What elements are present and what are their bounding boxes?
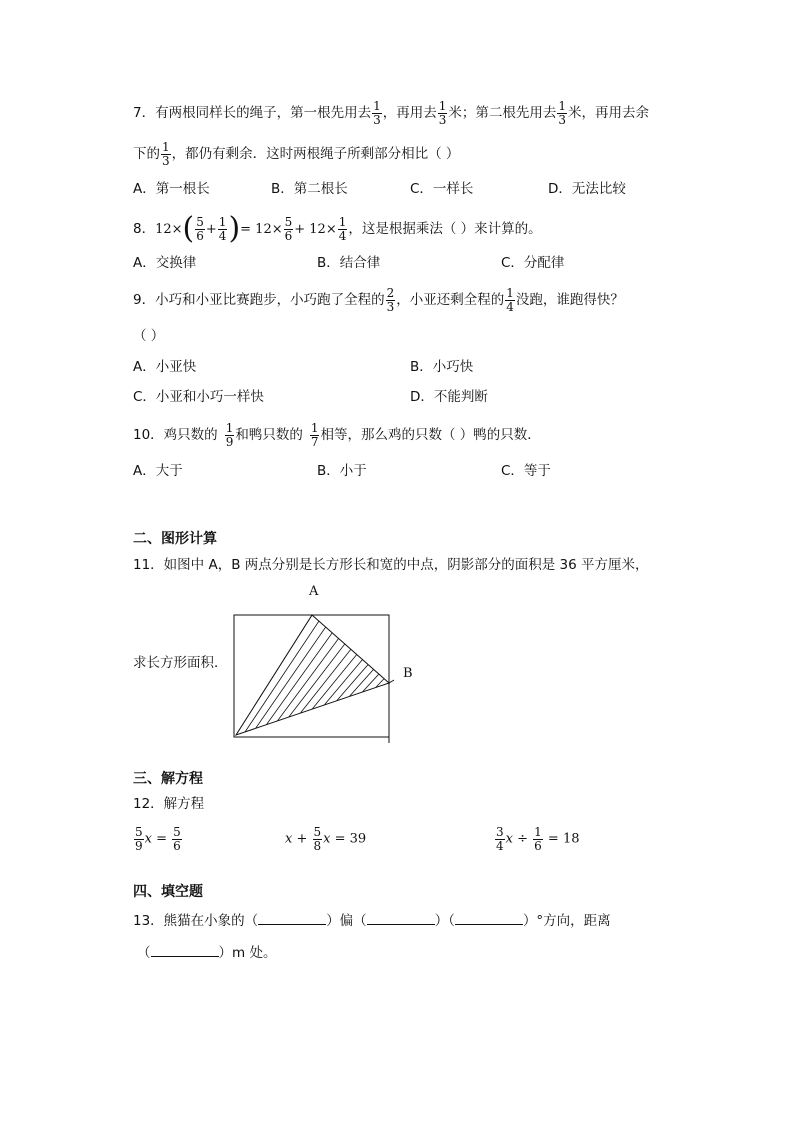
blank-3[interactable] [455,912,523,925]
q10-option-c[interactable]: C．等于 [501,463,551,479]
shaded-triangle [236,615,389,735]
label-a: A [309,584,319,599]
q7-option-d[interactable]: D．无法比较 [548,181,626,197]
label-b: B [403,666,413,681]
q7-fraction-2: $\frac{1}{3}$ [438,99,447,127]
q12-text: 12．解方程 [133,796,205,812]
q10-option-a[interactable]: A．大于 [133,463,183,479]
equation-1: $\frac{5}{9}$ x = $\frac{5}{6}$ [135,825,181,853]
q7-fraction-3: $\frac{1}{3}$ [558,99,567,127]
blank-4[interactable] [151,944,219,957]
q8-fraction-d: $\frac{1}{4}$ [338,214,347,243]
q7-fraction-4: $\frac{1}{3}$ [162,140,170,168]
q9-option-b[interactable]: B．小巧快 [410,359,474,375]
q10-fraction-1: $\frac{1}{9}$ [225,421,234,449]
q7-fraction-1: $\frac{1}{3}$ [373,99,381,127]
q13-line1: 13．熊猫在小象的（ ）偏（ ）（ ）°方向，距离 [133,913,611,929]
q10-option-b[interactable]: B．小于 [317,463,367,479]
q7-line1: 7．有两根同样长的绳子，第一根先用去 $\frac{1}{3}$ ，再用去 $\frac{1}{3}$ 米；第二根先用去 $\frac{1}{3}$ 米，再用去余 [133,99,650,127]
shaded-hatching [236,615,398,735]
q9-line1: 9．小巧和小亚比赛跑步，小巧跑了全程的 $\frac{2}{3}$ ，小亚还剩全程的 $\frac{1}{4}$ 没跑，谁跑得快？ [133,286,624,314]
q8-option-c[interactable]: C．分配律 [501,255,565,271]
q8-option-b[interactable]: B．结合律 [317,255,381,271]
q8-fraction-c: $\frac{5}{6}$ [284,214,293,243]
q8-fraction-b: $\frac{1}{4}$ [218,214,227,243]
section-4-title: 四、填空题 [133,884,203,900]
q10-fraction-2: $\frac{1}{7}$ [310,421,319,449]
section-3-title: 三、解方程 [133,771,203,787]
q7-line2: 下的 $\frac{1}{3}$ ，都仍有剩余．这时两根绳子所剩部分相比（ ） [133,140,460,168]
section-2-title: 二、图形计算 [133,531,217,547]
q7-text-1: 7．有两根同样长的绳子，第一根先用去 [133,105,372,122]
equation-2: x + $\frac{5}{8}$ x = 39 [285,825,367,853]
q8-option-a[interactable]: A．交换律 [133,255,197,271]
blank-2[interactable] [367,912,435,925]
q9-fraction-1: $\frac{2}{3}$ [386,286,395,314]
q10-line: 10．鸡只数的 $\frac{1}{9}$ 和鸭只数的 $\frac{1}{7}$ 相等，那么鸡的只数（ ）鸭的只数． [133,421,541,449]
q13-line2: （ ）m 处。 [137,945,277,961]
q7-option-b[interactable]: B．第二根长 [271,181,348,197]
q8-fraction-a: $\frac{5}{6}$ [196,214,204,243]
q9-option-a[interactable]: A．小亚快 [133,359,197,375]
rectangle-outline [234,615,389,737]
q11-text: 11．如图中 A，B 两点分别是长方形长和宽的中点，阴影部分的面积是 36 平方厘米， [133,557,649,573]
rectangle-diagram [228,610,398,745]
q9-answer-paren: （ ） [133,328,165,344]
q8-line: 8．12×( $\frac{5}{6}$ + $\frac{1}{4}$ )= 12× $\frac{5}{6}$ + 12× $\frac{1}{4}$ ，这是根据乘法（ ）来计算的。 [133,211,542,246]
q9-option-c[interactable]: C．小亚和小巧一样快 [133,389,264,405]
q7-option-c[interactable]: C．一样长 [410,181,474,197]
q11-text-2: 求长方形面积． [133,655,228,671]
q9-option-d[interactable]: D．不能判断 [410,389,488,405]
equation-3: $\frac{3}{4}$ x ÷ $\frac{1}{6}$ = 18 [496,825,580,853]
q7-option-a[interactable]: A．第一根长 [133,181,210,197]
blank-1[interactable] [258,912,326,925]
q9-fraction-2: $\frac{1}{4}$ [506,286,514,314]
